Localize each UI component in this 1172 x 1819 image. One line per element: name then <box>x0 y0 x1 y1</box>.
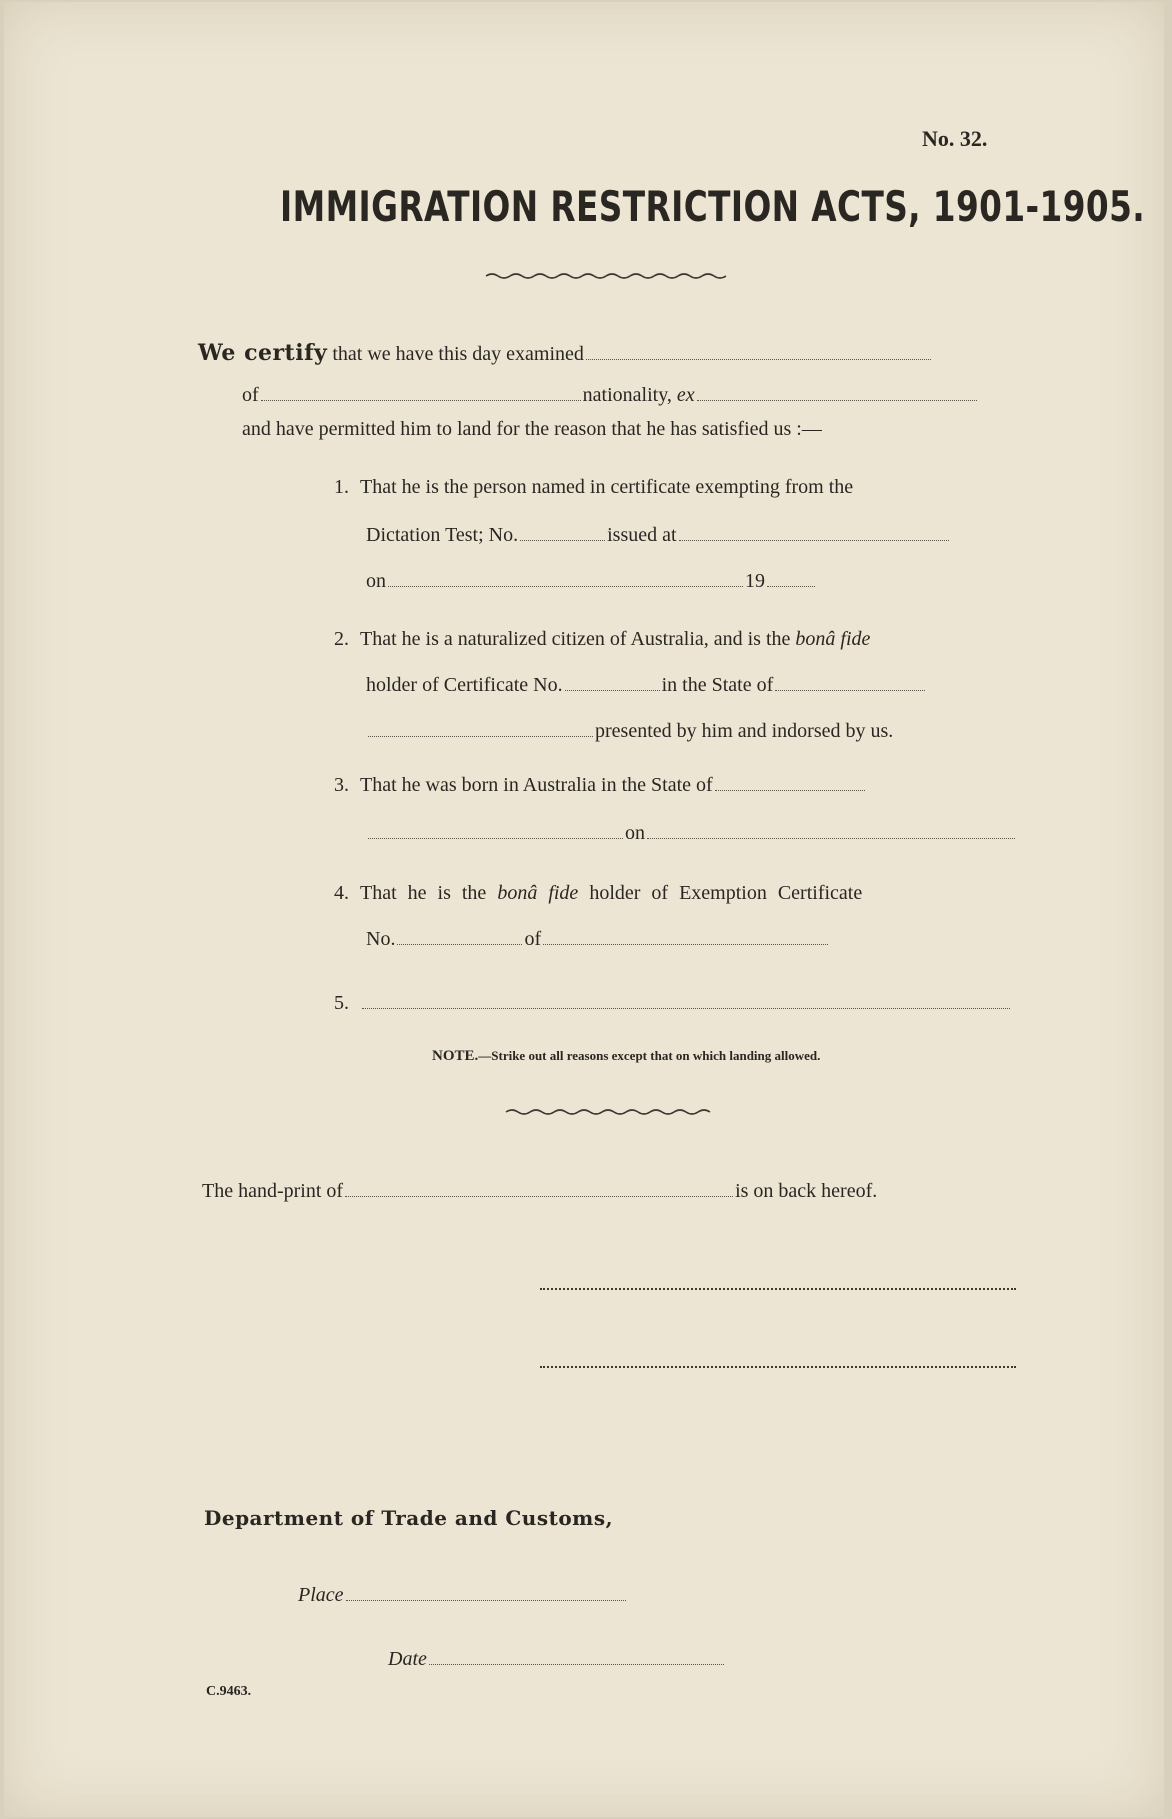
nationality-label: nationality, <box>582 384 672 406</box>
certify-line <box>198 340 933 366</box>
handprint-line <box>202 1180 877 1203</box>
exemption-of-label: of <box>524 928 542 950</box>
reason-3-line-1 <box>334 774 867 797</box>
note <box>432 1048 820 1065</box>
handprint-tail: is on back hereof. <box>735 1180 878 1202</box>
born-on-label: on <box>625 822 645 844</box>
ex-label: ex <box>676 384 695 406</box>
reason-4-line-1 <box>334 882 862 905</box>
reason-2-line-2 <box>366 674 927 697</box>
signature-line-1[interactable] <box>540 1288 1016 1290</box>
note-label: NOTE. <box>432 1048 479 1064</box>
reason-2-line-1 <box>334 628 870 651</box>
signature-line-2[interactable] <box>540 1366 1016 1368</box>
form-title: IMMIGRATION RESTRICTION ACTS, 1901-1905. <box>280 182 1146 231</box>
born-place-field[interactable] <box>368 838 623 839</box>
form-page <box>4 2 1164 1817</box>
reason-5-line <box>334 992 1012 1015</box>
state-of-label: in the State of <box>661 674 774 696</box>
permitted-text: and have permitted him to land for the reason that he has satisfied us :— <box>242 418 822 440</box>
form-number: No. 32. <box>922 126 988 151</box>
reason-4-text-a: That he is the <box>360 882 487 904</box>
certificate-no-label: holder of Certificate No. <box>366 674 563 696</box>
on-label: on <box>366 570 386 592</box>
form-code: C.9463. <box>206 1684 252 1699</box>
examined-field[interactable] <box>586 359 931 360</box>
reason-3-number: 3. <box>334 774 349 796</box>
year-field[interactable] <box>767 586 815 587</box>
dictation-test-label: Dictation Test; No. <box>366 524 519 546</box>
of-label: of <box>242 384 259 406</box>
exemption-of-field[interactable] <box>543 944 828 945</box>
reason-1-line-1 <box>334 476 853 499</box>
certify-text: that we have this day examined <box>332 343 584 365</box>
state-of-field[interactable] <box>775 690 925 691</box>
reason-1-text: That he is the person named in certificate exempting from the <box>360 476 854 498</box>
reason-1-line-3 <box>366 570 817 593</box>
bona-fide-4: bonâ fide <box>497 882 579 904</box>
certify-lead: We certify <box>198 340 328 366</box>
exemption-no-label: No. <box>366 928 396 950</box>
title-flourish <box>484 266 734 286</box>
date-line <box>388 1648 726 1671</box>
place-label: Place <box>298 1584 344 1606</box>
year-prefix: 19 <box>745 570 765 592</box>
reason-1-line-2 <box>366 524 951 547</box>
presented-text: presented by him and indorsed by us. <box>595 720 894 742</box>
reason-2-line-3 <box>366 720 893 743</box>
bona-fide-2: bonâ fide <box>795 628 871 650</box>
born-date-field[interactable] <box>647 838 1015 839</box>
place-field[interactable] <box>346 1600 626 1601</box>
note-flourish <box>504 1104 714 1120</box>
reason-3-line-2 <box>366 822 1017 845</box>
nationality-line <box>242 384 979 407</box>
place-line <box>298 1584 628 1607</box>
ex-field[interactable] <box>697 400 977 401</box>
reason-5-number: 5. <box>334 992 349 1014</box>
reason-5-field[interactable] <box>362 1008 1010 1009</box>
note-text: —Strike out all reasons except that on which landing allowed. <box>478 1048 821 1063</box>
handprint-field[interactable] <box>345 1196 733 1197</box>
on-date-field[interactable] <box>388 586 743 587</box>
reason-2-text: That he is a naturalized citizen of Australia, and is the <box>360 628 791 650</box>
date-field[interactable] <box>429 1664 724 1665</box>
certificate-no-field[interactable] <box>565 690 660 691</box>
of-field[interactable] <box>261 400 581 401</box>
issued-at-label: issued at <box>607 524 677 546</box>
reason-1-number: 1. <box>334 476 349 498</box>
reason-4-number: 4. <box>334 882 349 904</box>
date-label: Date <box>388 1648 427 1670</box>
born-state-field[interactable] <box>715 790 865 791</box>
department-name: Department of Trade and Customs, <box>204 1506 614 1530</box>
reason-4-text-c: holder of Exemption Certificate <box>589 882 863 904</box>
reason-2-number: 2. <box>334 628 349 650</box>
exemption-no-field[interactable] <box>397 944 522 945</box>
handprint-lead: The hand-print of <box>202 1180 344 1202</box>
dictation-no-field[interactable] <box>520 540 605 541</box>
reason-4-line-2 <box>366 928 830 951</box>
issued-at-field[interactable] <box>679 540 949 541</box>
reason-3-text: That he was born in Australia in the State of <box>360 774 713 796</box>
presented-field[interactable] <box>368 736 593 737</box>
